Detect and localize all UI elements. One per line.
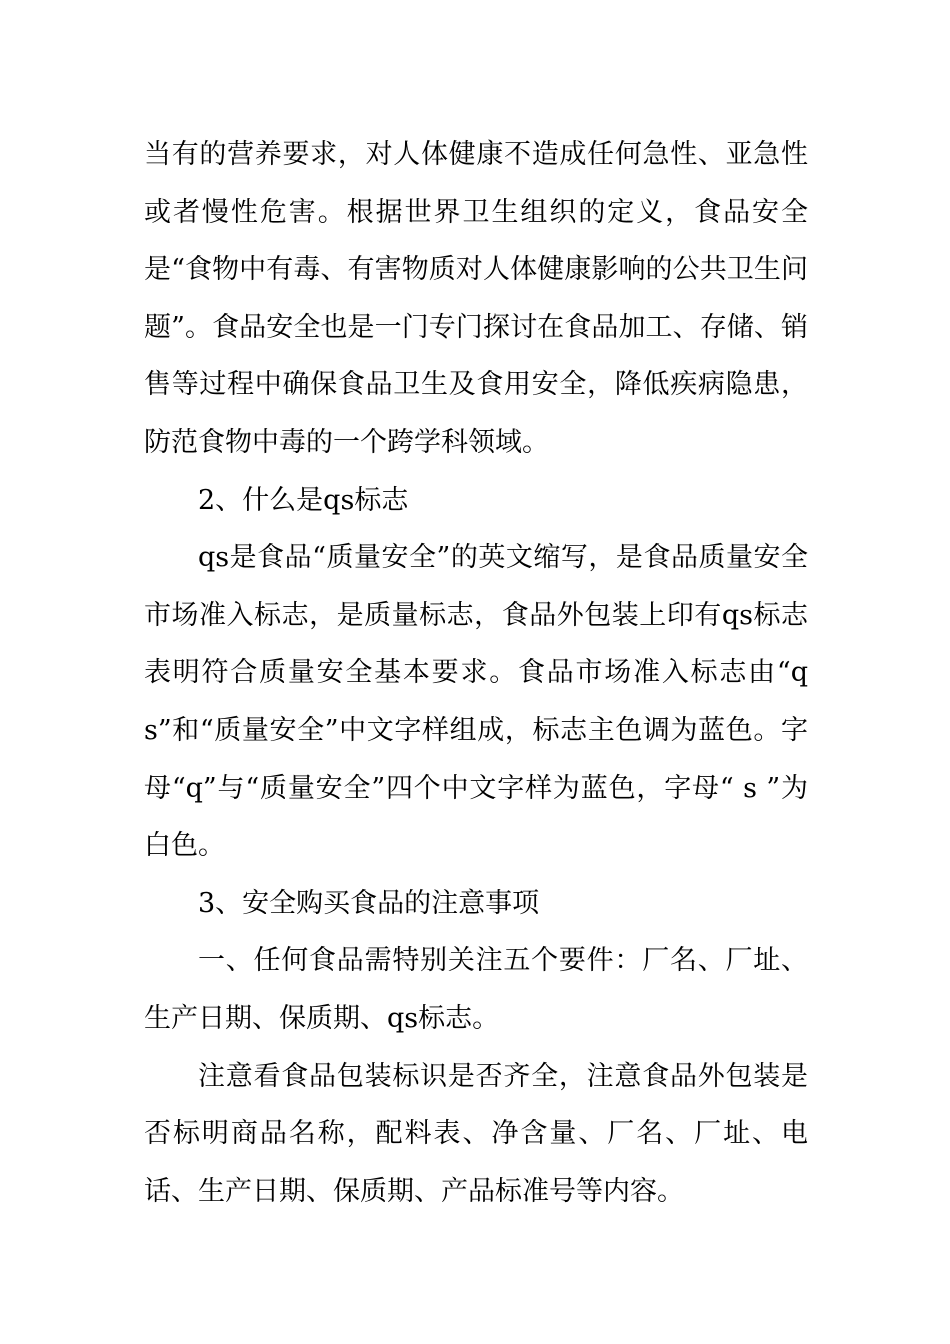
heading-qs-mark: 2、什么是qs标志 bbox=[198, 484, 409, 516]
heading-safe-purchase-tips: 3、安全购买食品的注意事项 bbox=[198, 887, 540, 919]
paragraph-packaging-label: 注意看食品包装标识是否齐全，注意食品外包装是否标明商品名称，配料表、净含量、厂名、厂址、电话、生产日期、保质期、产品标准号等内容。 bbox=[144, 1060, 808, 1207]
document-body bbox=[144, 126, 808, 1220]
paragraph-five-elements: 一、任何食品需特别关注五个要件：厂名、厂址、生产日期、保质期、qs标志。 bbox=[144, 945, 808, 1034]
paragraph-food-safety-definition: 当有的营养要求，对人体健康不造成任何急性、亚急性或者慢性危害。根据世界卫生组织的定义，食品安全是“食物中有毒、有害物质对人体健康影响的公共卫生问题”。食品安全也是一门专门探讨在食品加工、存储、销售等过程中确保食品卫生及食用安全，降低疾病隐患，防范食物中毒的一个跨学科领域。 bbox=[144, 139, 808, 458]
paragraph-qs-mark-description: qs是食品“质量安全”的英文缩写，是食品质量安全市场准入标志，是质量标志，食品外包装上印有qs标志表明符合质量安全基本要求。食品市场准入标志由“qs”和“质量安全”中文字样组成，标志主色调为蓝色。字母“q”与“质量安全”四个中文字样为蓝色，字母“ s ”为白色。 bbox=[144, 542, 808, 862]
